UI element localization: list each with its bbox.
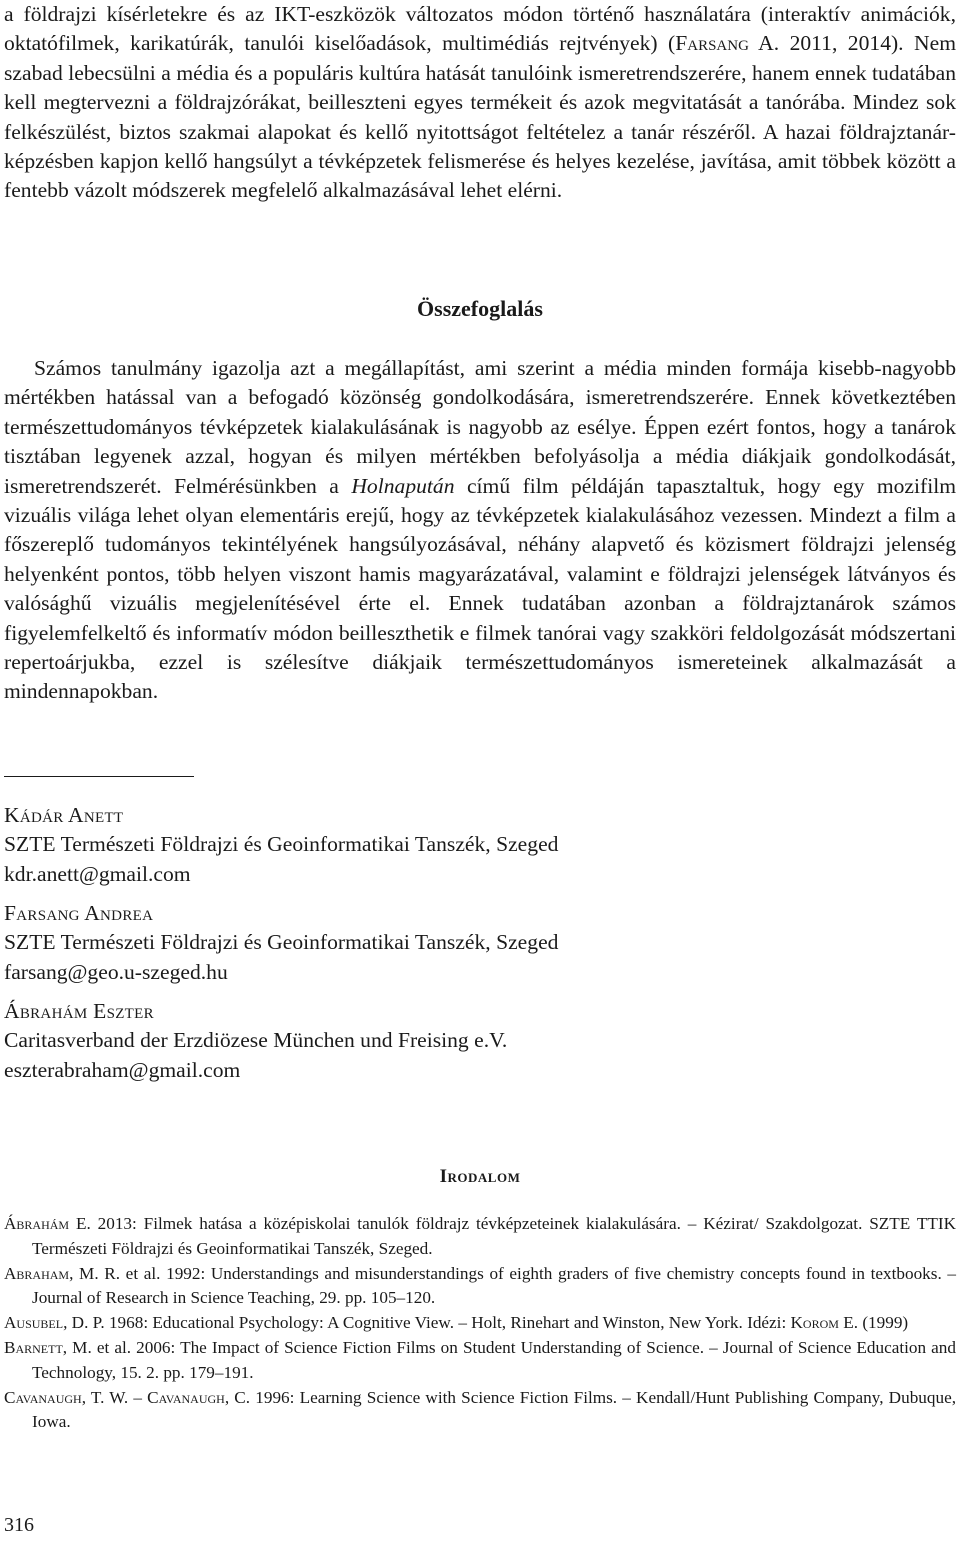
reference-text: 2013: Filmek hatása a középiskolai tanulók földrajz tévképzeteinek kialakulására. – Kézirat/ Szakdolgozat. SZTE TTIK Természeti Földrajzi és Geoinformatikai Tanszék, Szeged.: [32, 1214, 956, 1258]
reference-text: –: [128, 1387, 148, 1407]
reference-author: Korom E.: [790, 1313, 859, 1333]
author-name: Farsang Andrea: [4, 901, 154, 925]
page-number: 316: [4, 1514, 34, 1536]
paragraph-text: című film példáján tapasztaltuk, hogy egy mozifilm vizuális világa lehet olyan elementáris erejű, hogy az tévképzetek kialakulásához vezessen. Mindezt a film a főszereplő tudományos tekintélyének hangsúlyozásával, néhány alapvető és közismert földrajzi jelenség helyenként pontos, több helyen viszont hamis magyarázatával, valamint e földrajzi jelenségek látványos és valósághű vizuális megjelenítésével érte el. Ennek tudatában azonban a földrajztanárok számos figyelemfelkeltő és informatív módon beilleszthetik e filmek tanórai vagy szakköri feldolgozását módszertani repertoárjukba, ezzel is szélesítve diákjaik természettudományos ismereteinek alkalmazását a mindennapokban.: [4, 473, 956, 704]
reference-author: Cavanaugh, T. W.: [4, 1387, 129, 1407]
author-separator-rule: [4, 776, 194, 777]
author-entry: [4, 899, 956, 987]
author-email[interactable]: farsang@geo.u-szeged.hu: [4, 960, 228, 984]
reference-text: (1999): [858, 1313, 909, 1333]
author-name: Ábrahám Eszter: [4, 999, 154, 1023]
reference-list: [4, 1212, 956, 1435]
paragraph-text: 2011, 2014). Nem szabad lebecsülni a média és a populáris kultúra hatását tanulóink ismeretrendszerére, hanem ennek tudatában kell megtervezni a földrajzórákat, beilleszteni egyes termékeit és azok megvitatását a tanórába. Mindez sok felkészülést, biztos szakmai alapokat és kellő nyitottságot feltételez a tanár részéről. A hazai földrajztanár-képzésben kapjon kellő hangsúlyt a tévképzetek felismerése és helyes kezelése, javítása, amit többek között a fentebb vázolt módszerek megfelelő alkalmazásával lehet elérni.: [4, 31, 956, 203]
reference-item: [4, 1311, 956, 1336]
reference-author: Ausubel, D. P.: [4, 1313, 105, 1333]
citation-author: Farsang A.: [675, 31, 780, 56]
reference-item: [4, 1386, 956, 1436]
author-affiliation: SZTE Természeti Földrajzi és Geoinformatikai Tanszék, Szeged: [4, 832, 559, 856]
section-heading-summary: Összefoglalás: [417, 296, 543, 321]
reference-author: Abraham, M. R.: [4, 1263, 121, 1283]
reference-text: 1968: Educational Psychology: A Cognitive View. – Holt, Rinehart and Winston, New York. Idézi:: [104, 1313, 791, 1333]
reference-item: [4, 1262, 956, 1312]
author-entry: [4, 801, 956, 889]
author-list: [4, 801, 956, 1095]
reference-author: Ábrahám E.: [4, 1214, 91, 1233]
body-paragraph-intro: [4, 0, 956, 206]
reference-author: Barnett, M.: [4, 1337, 92, 1357]
reference-text: 1996: Learning Science with Science Fiction Films. – Kendall/Hunt Publishing Company, Dubuque, Iowa.: [32, 1387, 956, 1432]
summary-paragraph: [4, 354, 956, 707]
reference-author: Cavanaugh, C.: [147, 1387, 251, 1407]
author-email[interactable]: kdr.anett@gmail.com: [4, 862, 191, 886]
reference-text: et al. 1992: Understandings and misunderstandings of eighth graders of five chemistry concepts found in textbooks. – Journal of Research in Science Teaching, 29. pp. 105–120.: [32, 1263, 956, 1308]
author-entry: [4, 997, 956, 1085]
author-email[interactable]: eszterabraham@gmail.com: [4, 1058, 241, 1082]
reference-text: et al. 2006: The Impact of Science Fiction Films on Student Understanding of Science. – Journal of Science Education and Technology, 15. 2. pp. 179–191.: [32, 1337, 956, 1382]
references-heading: Irodalom: [439, 1166, 521, 1187]
reference-item: [4, 1212, 956, 1262]
author-affiliation: SZTE Természeti Földrajzi és Geoinformatikai Tanszék, Szeged: [4, 930, 559, 954]
author-name: Kádár Anett: [4, 803, 124, 827]
author-affiliation: Caritasverband der Erzdiözese München und Freising e.V.: [4, 1028, 508, 1052]
reference-item: [4, 1336, 956, 1386]
paragraph-text: Számos tanulmány igazolja azt a megállapítást, ami szerint a média minden formája kisebb-nagyobb mértékben hatással van a befogadó közönség gondolkodására, ismeretrendszerére. Ennek következtében természettudományos tévképzetek kialakulásának is nagyobb az esélye. Éppen ezért fontos, hogy a tanárok tisztában legyenek azzal, hogyan és milyen mértékben befolyásolja a média diákjaik gondolkodását, ismeretrendszerét. Felmérésünkben a: [4, 356, 956, 498]
film-title: Holnapután: [351, 473, 455, 498]
paragraph-text: a földrajzi kísérletekre és az IKT-eszközök változatos módon történő használatára (interaktív animációk, oktatófilmek, karikatúrák, tanulói kiselőadások, multimédiás rejtvények) (: [4, 2, 956, 56]
